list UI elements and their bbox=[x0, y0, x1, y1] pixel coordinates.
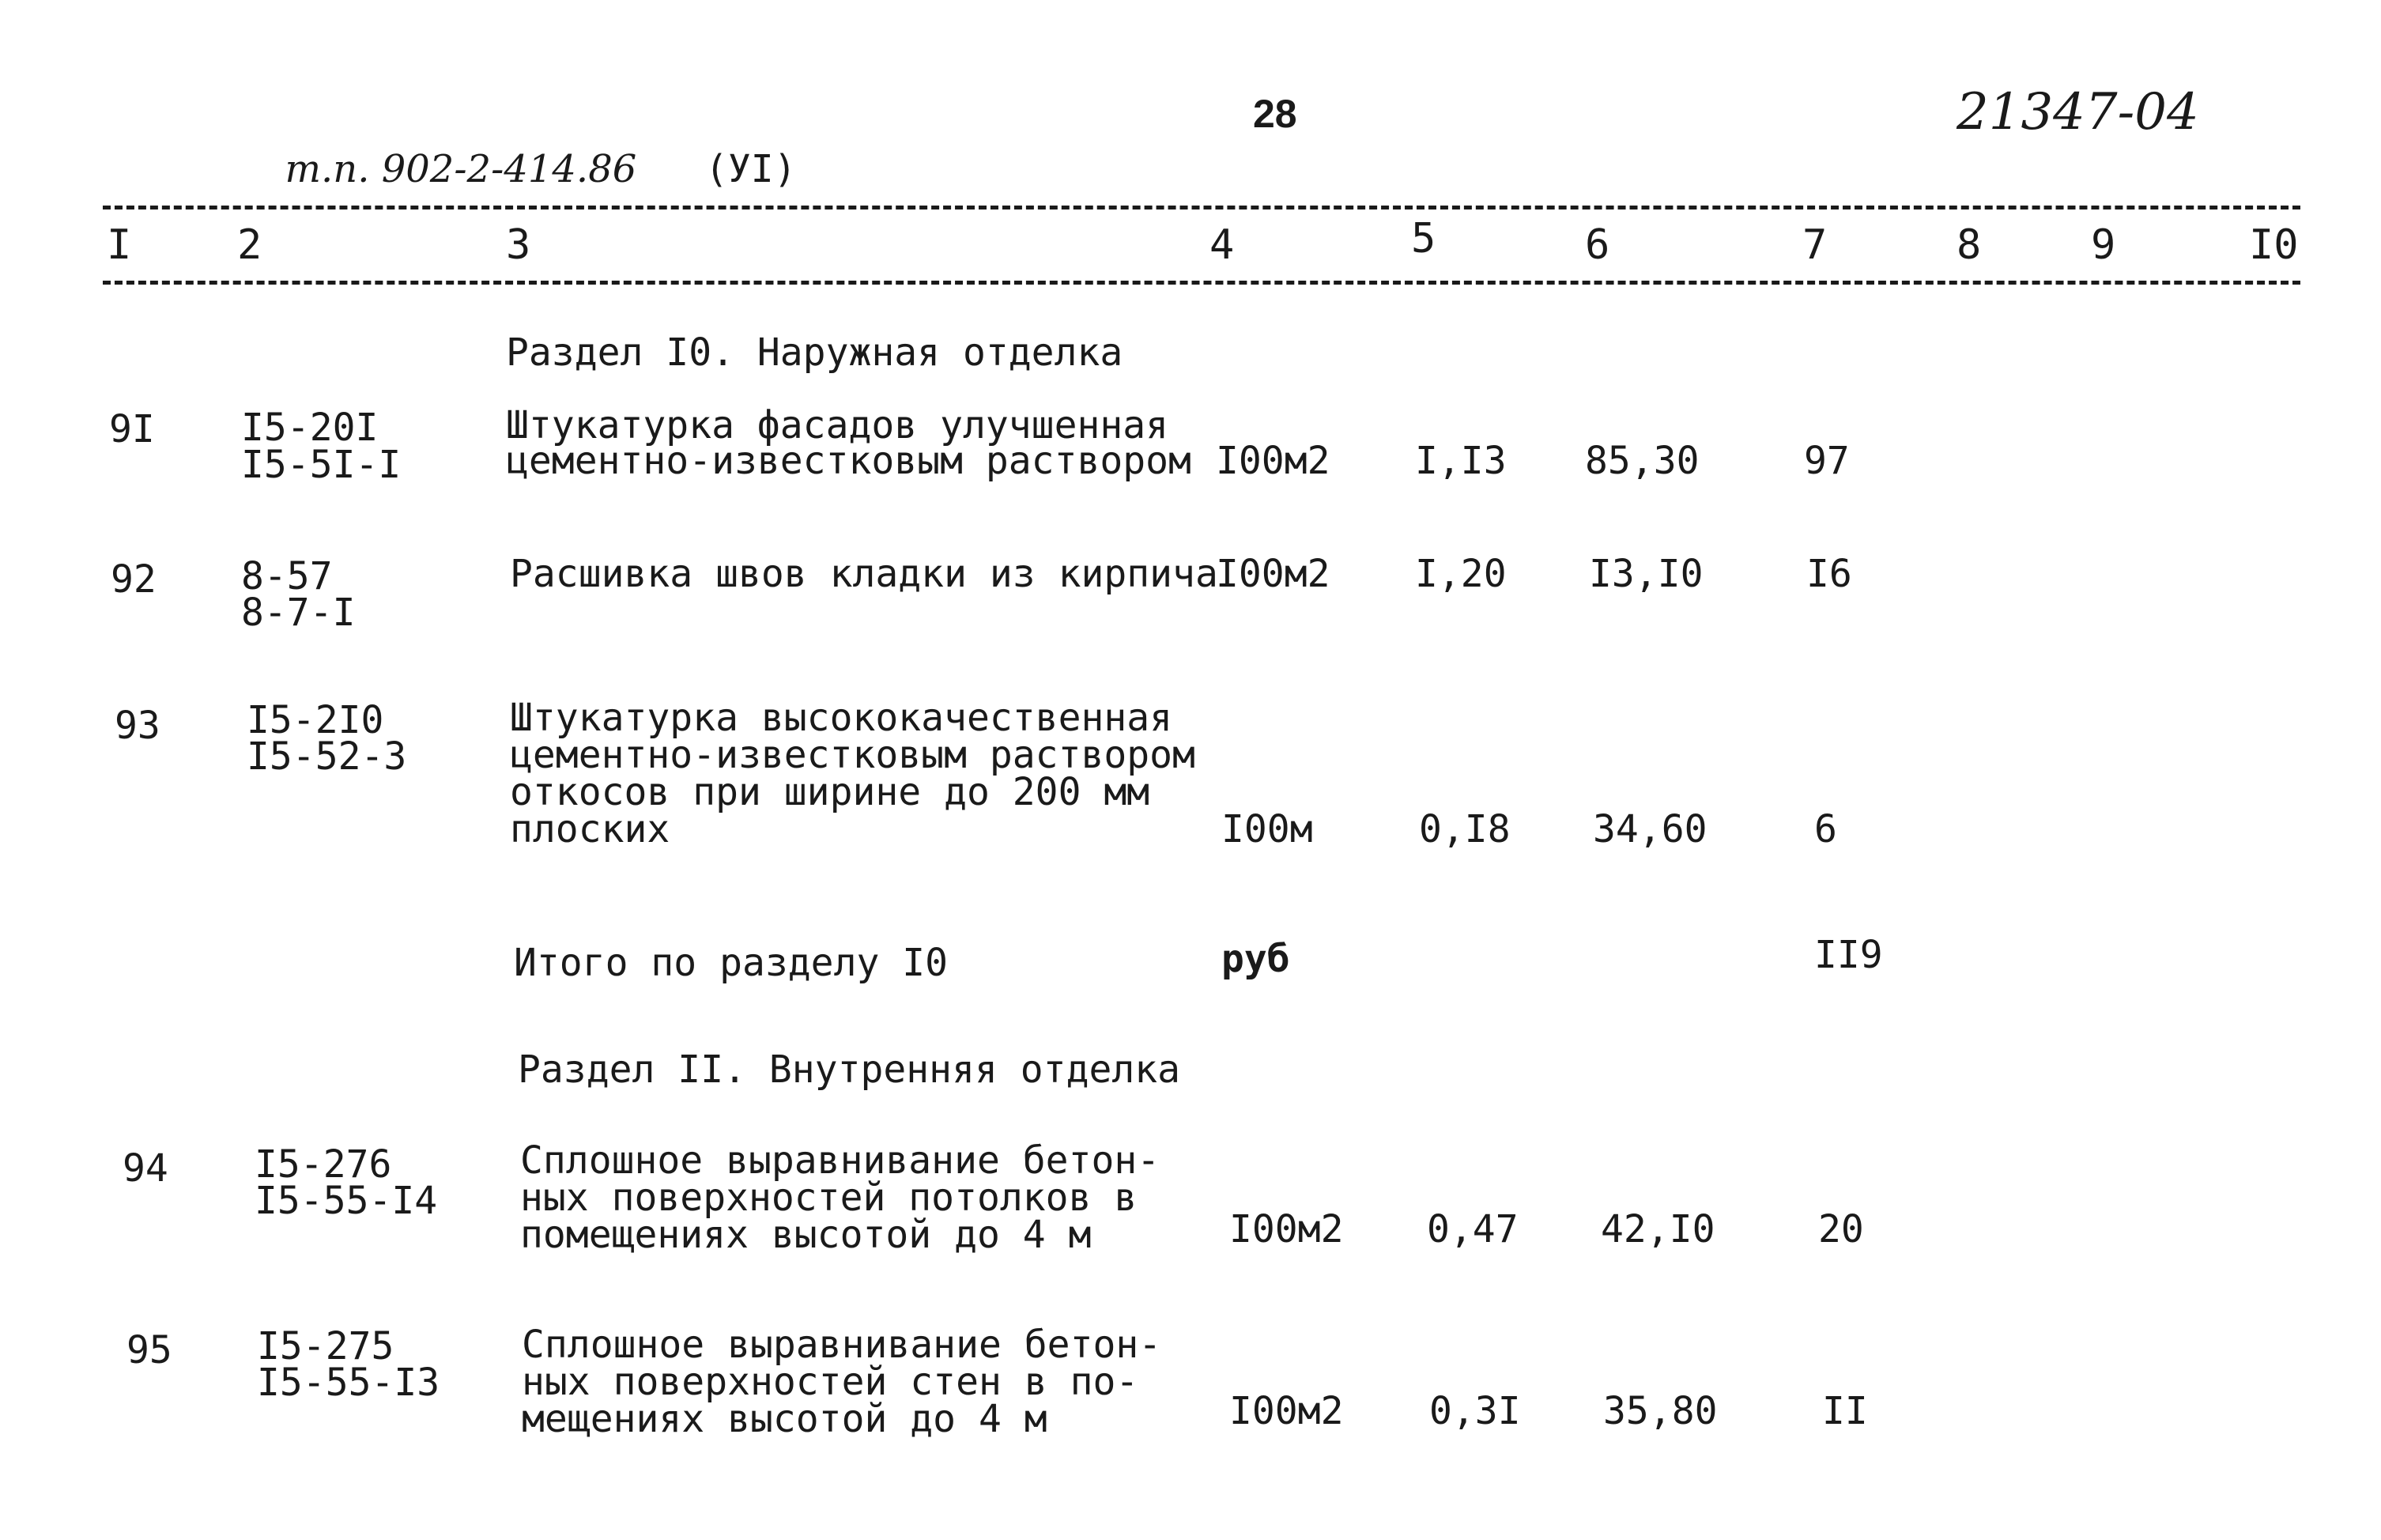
norm-code: I5-275 bbox=[257, 1324, 394, 1368]
work-description-line: Штукатурка высококачественная bbox=[510, 696, 1173, 740]
work-description-line: Штукатурка фасадов улучшенная bbox=[506, 403, 1169, 447]
column-header-4: 4 bbox=[1209, 221, 1235, 269]
row-number: 95 bbox=[126, 1328, 172, 1372]
quantity-cell: I,I3 bbox=[1415, 439, 1507, 483]
norm-code: I5-276 bbox=[255, 1142, 392, 1187]
norm-code: 8-57 bbox=[241, 554, 333, 598]
price-cell: 35,80 bbox=[1603, 1389, 1718, 1433]
column-header-10: I0 bbox=[2249, 221, 2299, 269]
work-description-line: Сплошное выравнивание бетон- bbox=[520, 1138, 1160, 1183]
row-number: 92 bbox=[111, 557, 157, 602]
cost-cell: I6 bbox=[1806, 552, 1852, 596]
cost-cell: II bbox=[1822, 1389, 1868, 1433]
norm-code: I5-52-3 bbox=[247, 734, 407, 779]
quantity-cell: 0,47 bbox=[1427, 1207, 1519, 1251]
row-number: 93 bbox=[115, 704, 160, 748]
quantity-cell: 0,3I bbox=[1429, 1389, 1521, 1433]
section-total-unit: руб bbox=[1221, 937, 1290, 981]
inventory-number: 21347-04 bbox=[1956, 83, 2199, 142]
work-description-line: цементно-известковым раствором bbox=[510, 733, 1195, 777]
norm-code: 8-7-I bbox=[241, 591, 356, 635]
price-cell: 34,60 bbox=[1593, 807, 1707, 851]
work-description-line: ных поверхностей потолков в bbox=[520, 1176, 1138, 1220]
column-header-9: 9 bbox=[2091, 221, 2116, 269]
unit-cell: I00м2 bbox=[1229, 1207, 1344, 1251]
row-number: 9I bbox=[109, 407, 155, 451]
norm-code: I5-55-I3 bbox=[257, 1361, 440, 1405]
work-description-line: цементно-известковым раствором bbox=[506, 439, 1191, 483]
column-header-7: 7 bbox=[1802, 221, 1828, 269]
volume-label: (УI) bbox=[704, 147, 797, 191]
page-number: 28 bbox=[1253, 92, 1297, 136]
work-description-line: Сплошное выравнивание бетон- bbox=[522, 1323, 1162, 1367]
work-description-line: помещениях высотой до 4 м bbox=[520, 1213, 1092, 1257]
work-description-line: ных поверхностей стен в по- bbox=[522, 1360, 1139, 1404]
work-description-line: Расшивка швов кладки из кирпича bbox=[510, 552, 1218, 596]
work-description-line: откосов при ширине до 200 мм bbox=[510, 770, 1150, 814]
row-number: 94 bbox=[123, 1146, 168, 1191]
document-reference bbox=[261, 103, 797, 191]
section-total-label: Итого по разделу I0 bbox=[514, 941, 949, 985]
work-description-line: мещениях высотой до 4 м bbox=[522, 1397, 1047, 1441]
cost-cell: 20 bbox=[1818, 1207, 1864, 1251]
cost-cell: 97 bbox=[1804, 439, 1850, 483]
price-cell: 42,I0 bbox=[1601, 1207, 1715, 1251]
column-header-1: I bbox=[107, 221, 132, 269]
unit-cell: I00м2 bbox=[1216, 552, 1330, 596]
unit-cell: I00м2 bbox=[1229, 1389, 1344, 1433]
column-header-3: 3 bbox=[506, 221, 531, 269]
work-description-line: плоских bbox=[510, 807, 670, 851]
quantity-cell: 0,I8 bbox=[1419, 807, 1511, 851]
unit-cell: I00м2 bbox=[1216, 439, 1330, 483]
column-header-2: 2 bbox=[237, 221, 262, 269]
unit-cell: I00м bbox=[1221, 807, 1313, 851]
header-rule-top bbox=[103, 206, 2300, 209]
norm-code: I5-2I0 bbox=[247, 698, 384, 742]
quantity-cell: I,20 bbox=[1415, 552, 1507, 596]
document-code: т.п. 902-2-414.86 bbox=[285, 147, 637, 191]
section-title: Раздел I0. Наружная отделка bbox=[506, 330, 1123, 375]
norm-code: I5-20I bbox=[241, 406, 379, 450]
price-cell: 85,30 bbox=[1585, 439, 1700, 483]
section-total-value: II9 bbox=[1814, 933, 1883, 977]
cost-cell: 6 bbox=[1814, 807, 1837, 851]
section-title: Раздел II. Внутренняя отделка bbox=[518, 1047, 1181, 1092]
column-header-6: 6 bbox=[1585, 221, 1610, 269]
norm-code: I5-55-I4 bbox=[255, 1179, 438, 1223]
price-cell: I3,I0 bbox=[1589, 552, 1704, 596]
column-header-8: 8 bbox=[1956, 221, 1982, 269]
column-header-5: 5 bbox=[1411, 215, 1436, 262]
norm-code: I5-5I-I bbox=[241, 443, 402, 487]
header-rule-bottom bbox=[103, 281, 2300, 285]
